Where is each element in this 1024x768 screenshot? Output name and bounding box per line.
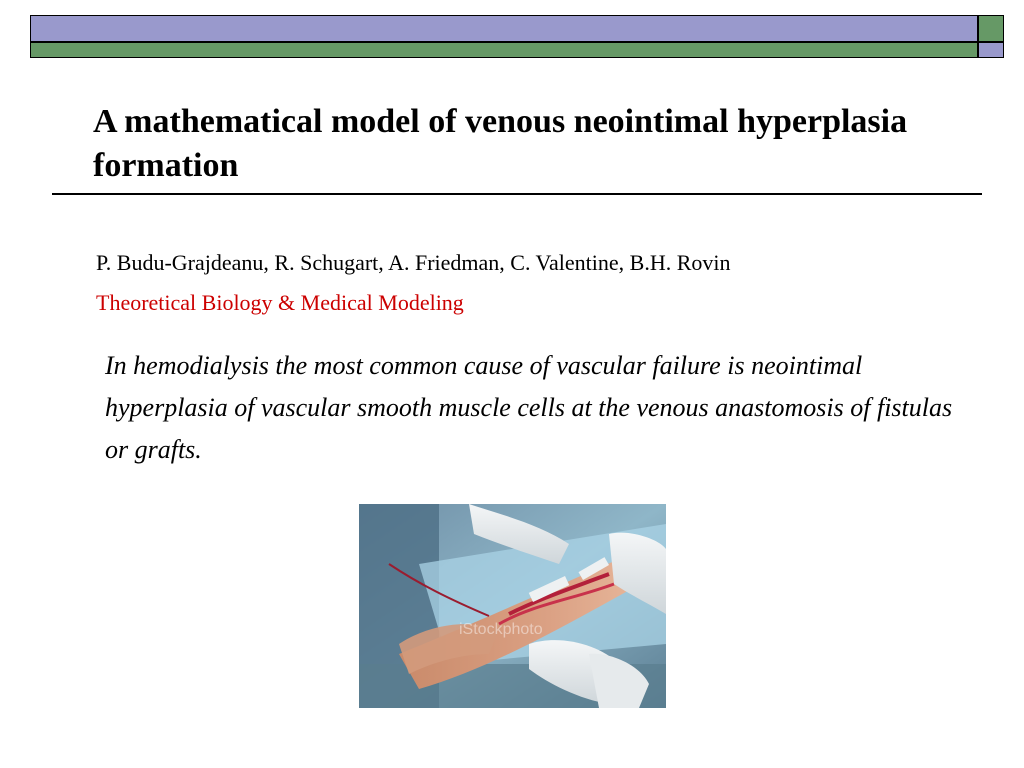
header-corner-purple	[978, 42, 1004, 58]
journal-name: Theoretical Biology & Medical Modeling	[96, 290, 464, 315]
slide-title: A mathematical model of venous neointimal hyperplasia formation	[93, 103, 908, 184]
header-corner-green	[978, 15, 1004, 42]
abstract-text: In hemodialysis the most common cause of vascular failure is neointimal hyperplasia of vascular smooth muscle cells at the venous anastomosis of fistulas or grafts.	[105, 351, 953, 464]
title-divider	[52, 193, 982, 195]
photo-illustration	[359, 504, 666, 708]
photo-watermark: iStockphoto	[459, 621, 543, 638]
header-bar-purple	[30, 15, 978, 42]
header-bar-green	[30, 42, 978, 58]
hemodialysis-photo	[359, 504, 666, 708]
author-list: P. Budu-Grajdeanu, R. Schugart, A. Friedman, C. Valentine, B.H. Rovin	[96, 250, 731, 275]
